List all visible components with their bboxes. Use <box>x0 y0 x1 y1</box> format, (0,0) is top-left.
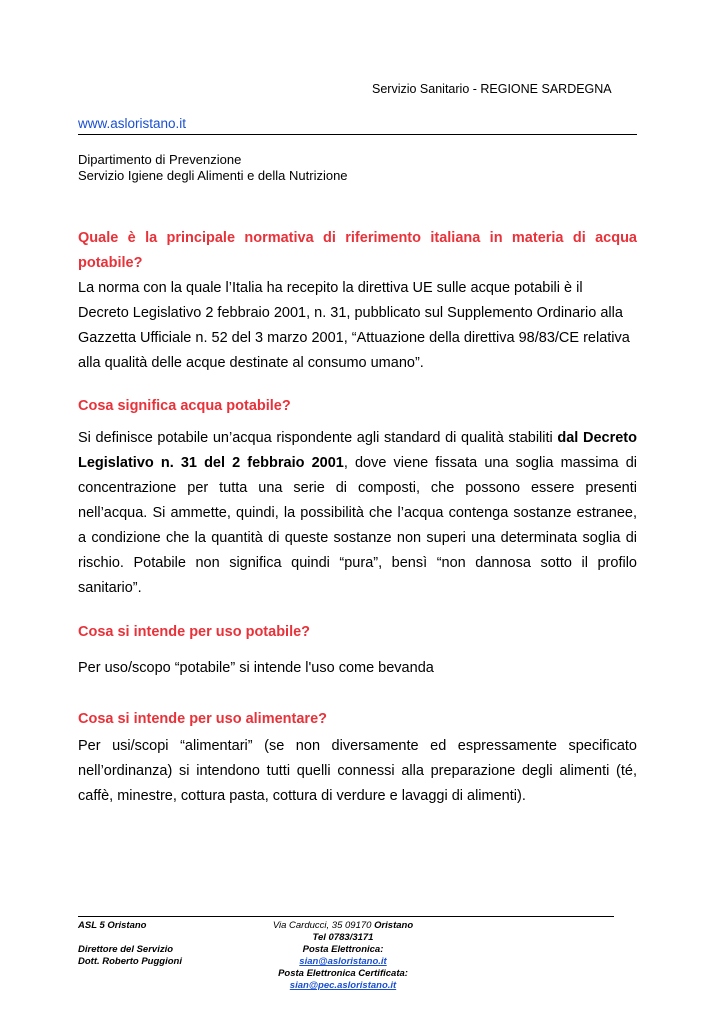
email-link[interactable]: sian@asloristano.it <box>299 956 387 967</box>
question-potabile: Cosa significa acqua potabile? <box>78 398 291 414</box>
footer-phone: Tel 0783/3171 <box>312 932 374 943</box>
footer-address <box>255 920 431 932</box>
footer-left <box>78 920 182 968</box>
email-label: Posta Elettronica: <box>302 944 384 955</box>
question-normativa: Quale è la principale normativa di riferimento italiana in materia di acqua potabile? <box>78 230 637 271</box>
footer-contacts <box>255 920 431 992</box>
answer-line: Gazzetta Ufficiale n. 52 del 3 marzo 2001, “Attuazione della direttiva 98/83/CE relativa <box>78 330 630 346</box>
department-block <box>78 152 348 184</box>
answer-normativa <box>78 276 637 376</box>
footer-divider <box>78 916 614 917</box>
director-title: Direttore del Servizio <box>78 944 174 955</box>
answer-uso-alimentare: Per usi/scopi “alimentari” (se non diversamente ed espressamente specificato nell’ordinanza) si intendono tutti quelli connessi alla preparazione degli alimenti (té, caffè, minestre, cottura pasta, cottura di verdure e lavaggi di alimenti). <box>78 738 637 804</box>
answer-line: La norma con la quale l’Italia ha recepito la direttiva UE sulle acque potabili è il <box>78 280 583 296</box>
pec-link[interactable]: sian@pec.asloristano.it <box>289 980 397 991</box>
answer-line: Decreto Legislativo 2 febbraio 2001, n. 31, pubblicato sul Supplemento Ordinario alla <box>78 305 623 321</box>
department-name: Dipartimento di Prevenzione <box>78 152 242 167</box>
answer-text-pre: Si definisce potabile un’acqua rispondente agli standard di qualità stabiliti <box>78 430 558 446</box>
question-uso-alimentare: Cosa si intende per uso alimentare? <box>78 711 327 727</box>
pec-label: Posta Elettronica Certificata: <box>278 968 408 979</box>
address-street: Via Carducci, 35 09170 <box>272 920 372 931</box>
answer-text-post: , dove viene fissata una soglia massima di concentrazione per tutta una serie di composti, che possono essere presenti nell’acqua. Si ammette, quindi, la possibilità che l’acqua contenga sostanze estranee, a condizione che la quantità di queste sostanze non superi una determinata soglia di rischio. Potabile non significa quindi “pura”, bensì “non dannosa sotto il profilo sanitario”. <box>78 455 637 596</box>
header-divider <box>78 134 637 135</box>
address-city: Oristano <box>374 920 414 931</box>
director-name: Dott. Roberto Puggioni <box>78 956 182 967</box>
answer-text-bold: dal Decreto Legislativo n. 31 del 2 febbraio 2001 <box>78 430 637 471</box>
service-name: Servizio Igiene degli Alimenti e della Nutrizione <box>78 168 348 183</box>
agency-header: Servizio Sanitario - REGIONE SARDEGNA <box>372 82 612 96</box>
footer-org: ASL 5 Oristano <box>78 920 147 931</box>
answer-uso-potabile: Per uso/scopo “potabile” si intende l'uso come bevanda <box>78 660 434 676</box>
answer-line: alla qualità delle acque destinate al consumo umano”. <box>78 355 424 371</box>
answer-potabile <box>78 426 637 601</box>
question-uso-potabile: Cosa si intende per uso potabile? <box>78 624 311 640</box>
website-link[interactable]: www.asloristano.it <box>78 116 187 131</box>
